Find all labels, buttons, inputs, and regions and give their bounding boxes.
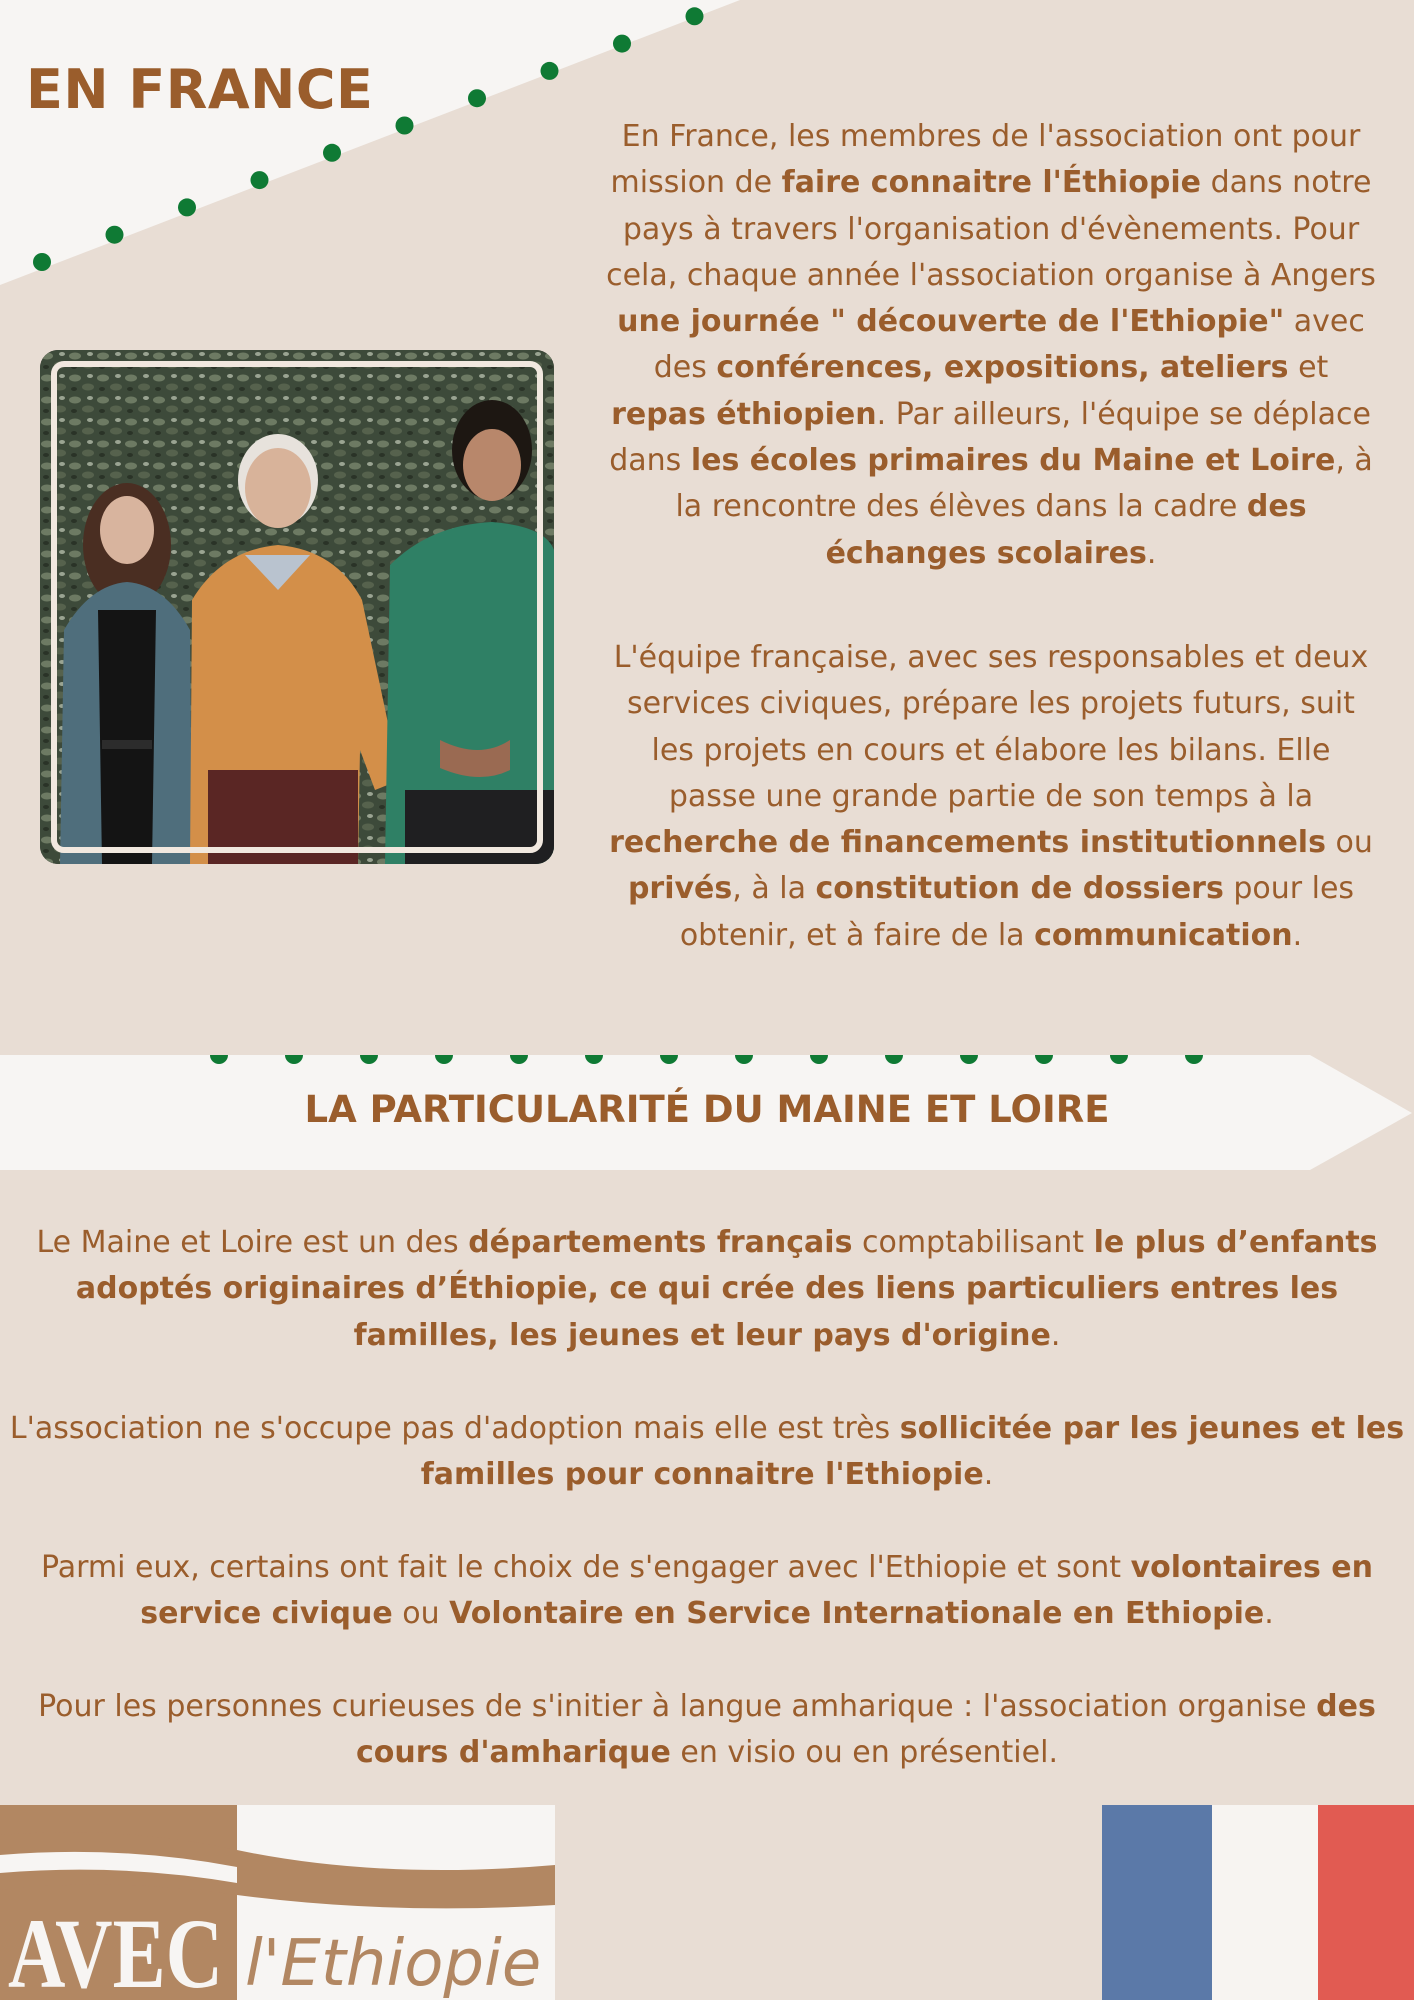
- body-text: avec des: [653, 304, 1365, 386]
- decorative-dot: [613, 35, 631, 53]
- emphasis-text: Volontaire en Service Internationale en Ethiopie: [449, 1596, 1265, 1632]
- emphasis-text: le plus d’enfants adoptés originaires d’Éthiopie, ce qui crée des liens particuliers entres les familles, les jeunes et leur pays d'origine: [75, 1225, 1378, 1353]
- emphasis-text: une journée " découverte de l'Ethiopie": [617, 304, 1285, 340]
- decorative-dot: [33, 253, 51, 271]
- body-text: . Par ailleurs, l'équipe se déplace dans: [609, 396, 1371, 479]
- logo-word-avec: AVEC: [8, 1898, 223, 2000]
- body-text: , à la rencontre des élèves dans la cadre: [675, 443, 1373, 525]
- body-text: ou: [392, 1596, 450, 1632]
- body-text: pour les obtenir, et à faire de la: [679, 871, 1355, 953]
- association-paragraph: [0, 1406, 1414, 1499]
- decorative-dot: [106, 226, 124, 244]
- body-text: En France, les membres de l'association ont pour mission de: [610, 119, 1361, 201]
- team-paragraph: [606, 635, 1376, 959]
- emphasis-text: conférences, expositions, ateliers: [716, 350, 1289, 386]
- body-text: ou: [1325, 825, 1373, 861]
- body-text: L'association ne s'occupe pas d'adoption mais elle est très: [9, 1411, 900, 1446]
- decorative-dot: [541, 62, 559, 80]
- decorative-dot: [178, 198, 196, 216]
- emphasis-text: faire connaitre l'Éthiopie: [781, 165, 1202, 201]
- adoption-paragraph: [0, 1220, 1414, 1359]
- section-title-en-france: EN FRANCE: [26, 58, 374, 121]
- logo-word-ethiopie: l'Ethiopie: [245, 1927, 542, 2000]
- body-text: en visio ou en présentiel.: [670, 1735, 1058, 1771]
- emphasis-text: volontaires en service civique: [140, 1550, 1373, 1632]
- emphasis-text: recherche de financements institutionnels: [609, 825, 1326, 861]
- intro-paragraph: [606, 114, 1376, 577]
- body-text: et: [1288, 350, 1329, 386]
- body-text: .: [983, 1457, 994, 1493]
- avec-lethiopie-logo: [0, 1805, 555, 2000]
- french-flag: [1102, 1805, 1414, 2000]
- body-text: .: [1146, 535, 1157, 571]
- decorative-dot: [251, 171, 269, 189]
- body-text: dans notre pays à travers l'organisation d'évènements. Pour cela, chaque année l'association organise à Angers: [606, 165, 1376, 293]
- volunteers-paragraph: [0, 1545, 1414, 1638]
- decorative-dot: [396, 117, 414, 135]
- body-text: .: [1050, 1317, 1061, 1353]
- body-text: .: [1264, 1596, 1274, 1632]
- decorative-dot: [323, 144, 341, 162]
- decorative-dot: [468, 89, 486, 107]
- emphasis-text: des cours d'amharique: [356, 1689, 1376, 1771]
- decorative-dot: [686, 7, 704, 25]
- body-text: comptabilisant: [852, 1225, 1094, 1260]
- emphasis-text: des échanges scolaires: [825, 489, 1307, 571]
- emphasis-text: repas éthiopien: [611, 396, 877, 432]
- body-text: , à la: [732, 871, 816, 907]
- body-text: .: [1292, 917, 1303, 953]
- emphasis-text: constitution de dossiers: [815, 871, 1224, 907]
- section-title-maine-et-loire: LA PARTICULARITÉ DU MAINE ET LOIRE: [304, 1088, 1110, 1131]
- team-photo: [40, 350, 554, 864]
- body-text: L'équipe française, avec ses responsables et deux services civiques, prépare les projets futurs, suit les projets en cours et élabore les bilans. Elle passe une grande partie de son temps à la: [613, 640, 1369, 814]
- emphasis-text: communication: [1034, 917, 1293, 953]
- body-text: Pour les personnes curieuses de s'initier à langue amharique : l'association organise: [38, 1689, 1317, 1724]
- body-text: Le Maine et Loire est un des: [36, 1225, 469, 1260]
- emphasis-text: privés: [627, 871, 733, 907]
- emphasis-text: départements français: [468, 1225, 853, 1260]
- emphasis-text: les écoles primaires du Maine et Loire: [690, 443, 1336, 479]
- amharic-courses-paragraph: [0, 1684, 1414, 1777]
- body-text: Parmi eux, certains ont fait le choix de s'engager avec l'Ethiopie et sont: [40, 1550, 1131, 1585]
- emphasis-text: sollicitée par les jeunes et les familles pour connaitre l'Ethiopie: [420, 1411, 1405, 1493]
